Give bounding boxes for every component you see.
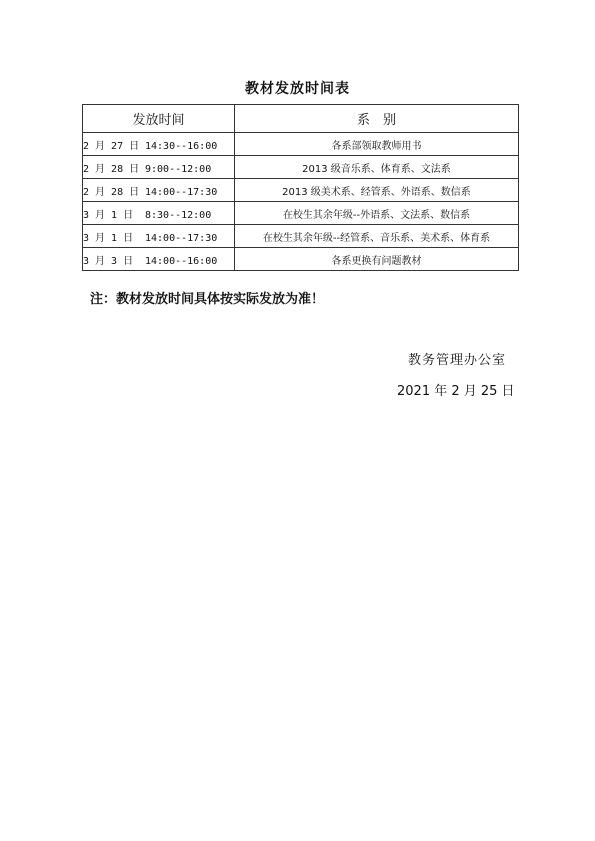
issue-date: 2021 年 2 月 25 日 bbox=[397, 384, 515, 399]
time-cell bbox=[83, 248, 235, 271]
time-cell bbox=[83, 202, 235, 225]
department-cell: 2013 级音乐系、体育系、文法系 bbox=[235, 156, 519, 179]
department-cell: 在校生其余年级--外语系、文法系、数信系 bbox=[235, 202, 519, 225]
date-text: 2 月 28 日 bbox=[83, 163, 140, 175]
time-cell bbox=[83, 133, 235, 156]
department-cell: 各系更换有问题教材 bbox=[235, 248, 519, 271]
time-cell bbox=[83, 179, 235, 202]
table-row bbox=[83, 225, 519, 248]
table-header-row bbox=[83, 105, 519, 133]
date-text: 3 月 3 日 bbox=[83, 255, 134, 267]
table-row bbox=[83, 248, 519, 271]
department-cell: 在校生其余年级--经管系、音乐系、美术系、体育系 bbox=[235, 225, 519, 248]
time-cell bbox=[83, 225, 235, 248]
time-range-text: 14:30--16:00 bbox=[145, 140, 218, 152]
time-range-text: 8:30--12:00 bbox=[145, 209, 212, 221]
header-time: 发放时间 bbox=[83, 105, 235, 133]
footnote: 注：教材发放时间具体按实际发放为准！ bbox=[90, 292, 325, 307]
header-department: 系 别 bbox=[235, 105, 519, 133]
time-range-text: 9:00--12:00 bbox=[145, 163, 212, 175]
date-text: 2 月 27 日 bbox=[83, 140, 140, 152]
time-range-text: 14:00--17:30 bbox=[145, 232, 218, 244]
table-row bbox=[83, 133, 519, 156]
department-cell: 2013 级美术系、经管系、外语系、数信系 bbox=[235, 179, 519, 202]
distribution-schedule-table bbox=[82, 104, 519, 271]
time-range-text: 14:00--16:00 bbox=[145, 255, 218, 267]
date-text: 3 月 1 日 bbox=[83, 232, 134, 244]
time-cell bbox=[83, 156, 235, 179]
date-text: 3 月 1 日 bbox=[83, 209, 134, 221]
table-row bbox=[83, 156, 519, 179]
table-row bbox=[83, 179, 519, 202]
time-range-text: 14:00--17:30 bbox=[145, 186, 218, 198]
department-cell: 各系部领取教师用书 bbox=[235, 133, 519, 156]
issuing-office: 教务管理办公室 bbox=[408, 353, 507, 368]
table-row bbox=[83, 202, 519, 225]
document-title: 教材发放时间表 bbox=[245, 81, 350, 97]
date-text: 2 月 28 日 bbox=[83, 186, 140, 198]
